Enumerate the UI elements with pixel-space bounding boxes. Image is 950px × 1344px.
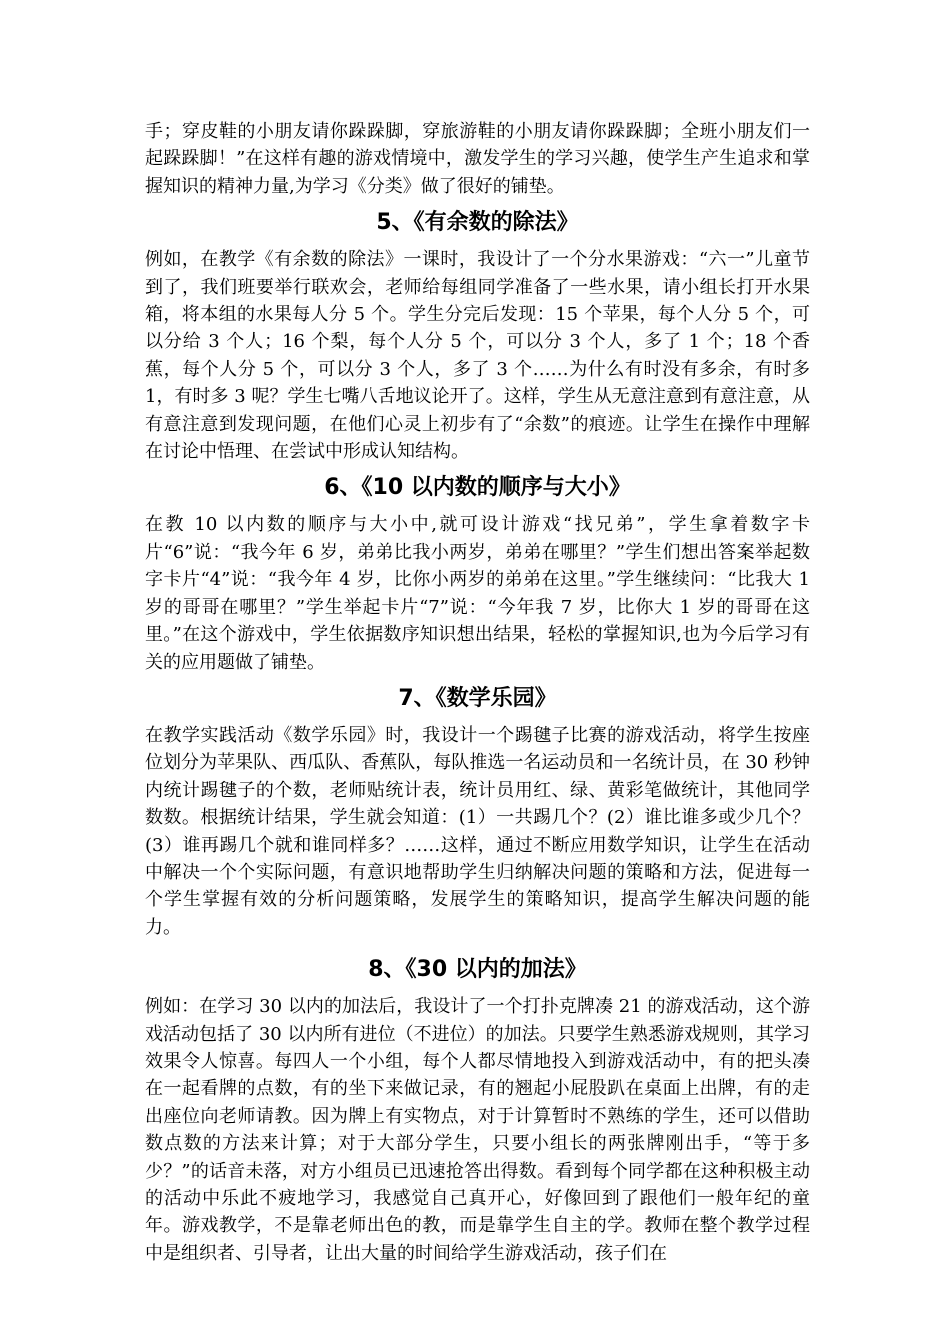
paragraph-section-6: 在教 10 以内数的顺序与大小中,就可设计游戏“找兄弟”，学生拿着数字卡片“6”说：“我今年 6 岁，弟弟比我小两岁，弟弟在哪里？”学生们想出答案举起数字卡片“4”说：“我今年 4 岁，比你小两岁的弟弟在这里。”学生继续问：“比我大 1 岁的哥哥在哪里？”学生举起卡片“7”说：“今年我 7 岁，比你大 1 岁的哥哥在这里。”在这个游戏中，学生依据数序知识想出结果，轻松的掌握知识,也为今后学习有关的应用题做了铺垫。 (145, 514, 810, 673)
paragraph-section-8: 例如：在学习 30 以内的加法后，我设计了一个打扑克牌凑 21 的游戏活动，这个游戏活动包括了 30 以内所有进位（不进位）的加法。只要学生熟悉游戏规则，其学习效果令人惊喜。每四人一个小组，每个人都尽情地投入到游戏活动中，有的把头凑在一起看牌的点数，有的坐下来做记录，有的翘起小屁股趴在桌面上出牌，有的走出座位向老师请教。因为牌上有实物点，对于计算暂时不熟练的学生，还可以借助数点数的方法来计算；对于大部分学生，只要小组长的两张牌刚出手，“等于多少？”的话音未落，对方小组员已迅速抢答出得数。看到每个同学都在这种积极主动的活动中乐此不疲地学习，我感觉自己真开心，好像回到了跟他们一般年纪的童年。游戏教学，不是靠老师出色的教，而是靠学生自主的学。教师在整个教学过程中是组织者、引导者，让出大量的时间给学生游戏活动，孩子们在 (145, 996, 810, 1264)
section-heading-8: 8、《30 以内的加法》 (368, 957, 587, 983)
paragraph-section-7: 在教学实践活动《数学乐园》时，我设计一个踢毽子比赛的游戏活动，将学生按座位划分为苹果队、西瓜队、香蕉队，每队推选一名运动员和一名统计员，在 30 秒钟内统计踢毽子的个数，老师贴统计表，统计员用红、绿、黄彩笔做统计，其他同学数数。根据统计结果，学生就会知道：(1）一共踢几个？(2）谁比谁多或少几个？(3）谁再踢几个就和谁同样多？……这样，通过不断应用数学知识，让学生在活动中解决一个个实际问题，有意识地帮助学生归纳解决问题的策略和方法，促进每一个学生掌握有效的分析问题策略，发展学生的策略知识，提高学生解决问题的能力。 (145, 724, 810, 938)
section-heading-5: 5、《有余数的除法》 (376, 210, 579, 236)
paragraph-section-5: 例如，在教学《有余数的除法》一课时，我设计了一个分水果游戏：“六一”儿童节到了，我们班要举行联欢会，老师给每组同学准备了一些水果，请小组长打开水果箱，将本组的水果每人分 5 个。学生分完后发现：15 个苹果，每个人分 5 个，可以分给 3 个人；16 个梨，每个人分 5 个，可以分 3 个人，多了 1 个；18 个香蕉，每个人分 5 个，可以分 3 个人，多了 3 个……为什么有时没有多余，有时多 1，有时多 3 呢？学生七嘴八舌地议论开了。这样，学生从无意注意到有意注意，从有意注意到发现问题，在他们心灵上初步有了“余数”的痕迹。让学生在操作中理解在讨论中悟理、在尝试中形成认知结构。 (145, 249, 810, 463)
section-heading-6: 6、《10 以内数的顺序与大小》 (324, 475, 631, 501)
paragraph-intro: 手；穿皮鞋的小朋友请你跺跺脚，穿旅游鞋的小朋友请你跺跺脚；全班小朋友们一起跺跺脚！”在这样有趣的游戏情境中，激发学生的学习兴趣，使学生产生追求和掌握知识的精神力量,为学习《分类》做了很好的铺垫。 (145, 121, 810, 197)
document-body (145, 118, 810, 1267)
section-heading-7: 7、《数学乐园》 (398, 685, 557, 711)
